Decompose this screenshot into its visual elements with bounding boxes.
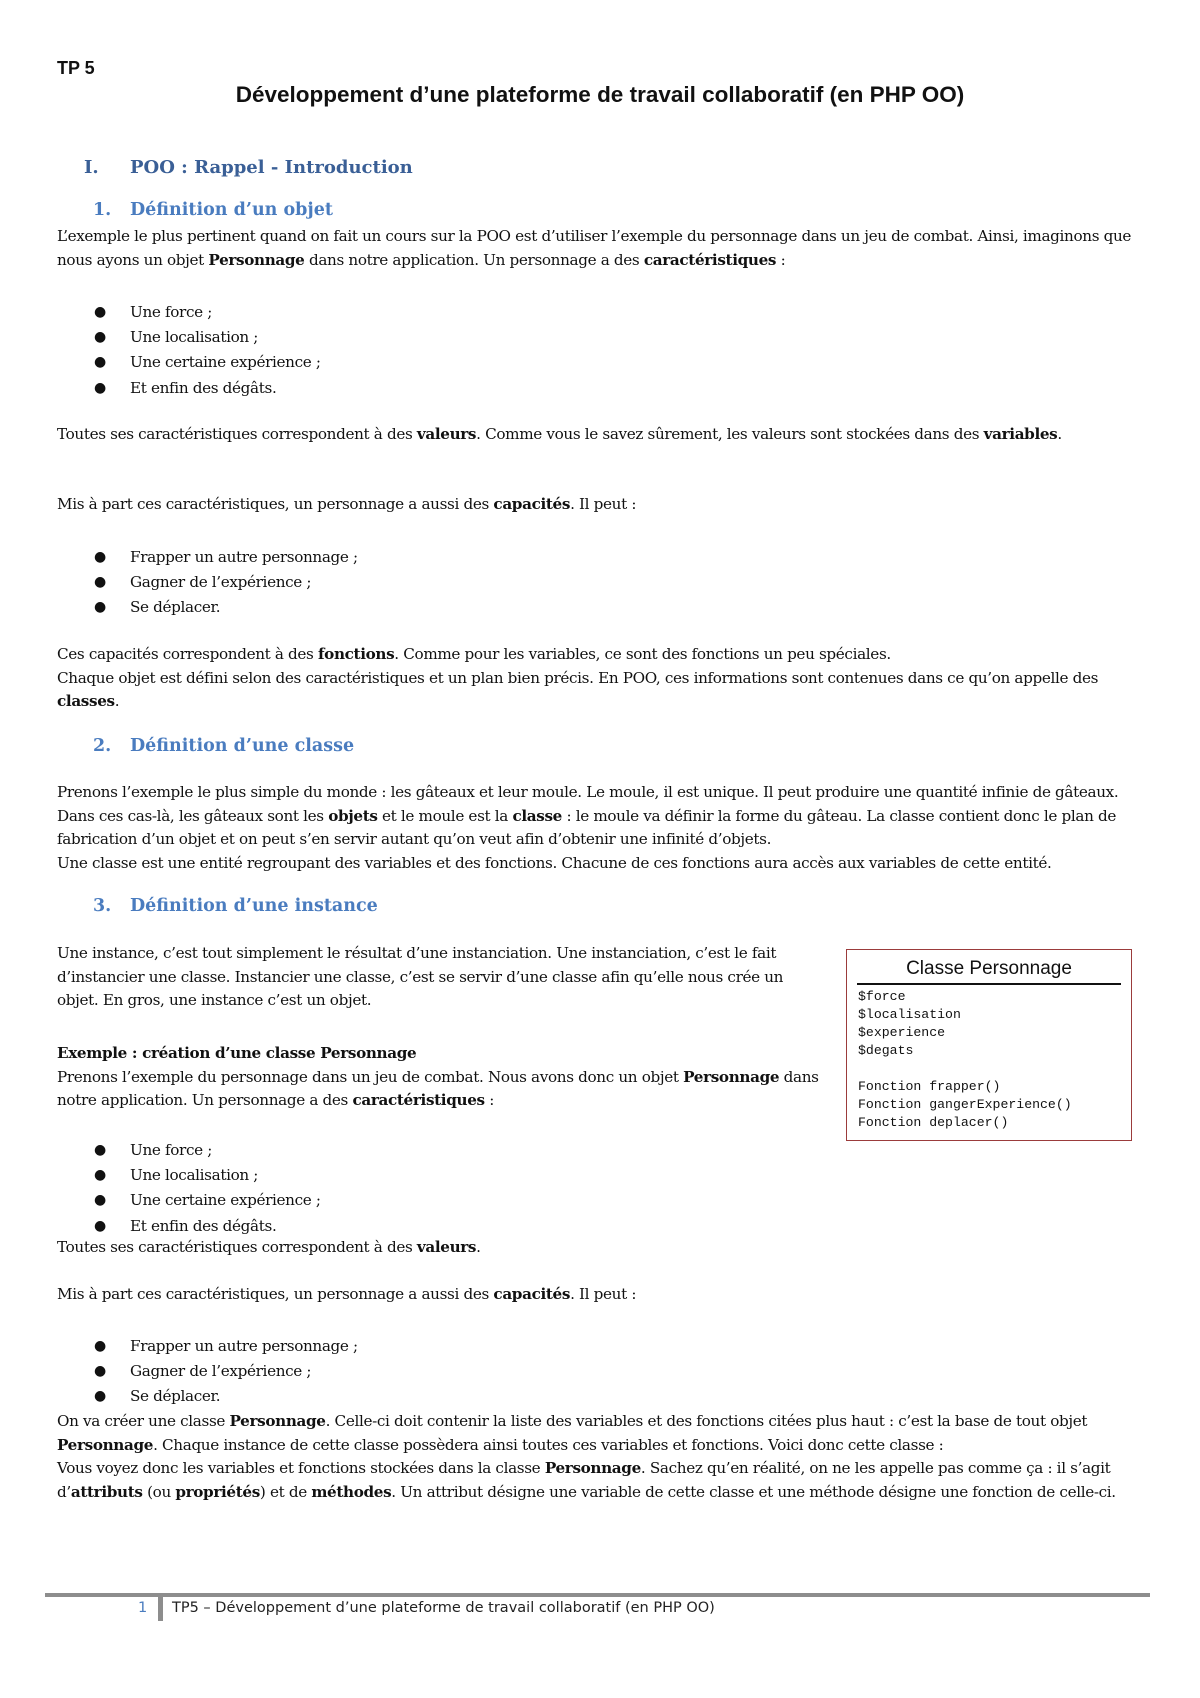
class-diagram-title: Classe Personnage [857,958,1121,985]
list-item: ● Frapper un autre personnage ; [57,1334,358,1359]
section-title: POO : Rappel - Introduction [130,157,413,178]
exemple-title: Exemple : création d’une classe Personnage [57,1044,417,1062]
list-item: ● Une certaine expérience ; [57,1188,321,1213]
list-item: ● Et enfin des dégâts. [57,1214,321,1239]
list-item: ● Gagner de l’expérience ; [57,1359,358,1384]
bullet-icon: ● [94,1142,106,1158]
paragraph-valeurs-2: Toutes ses caractéristiques correspondent à des valeurs. [57,1238,481,1256]
bullet-icon: ● [94,1217,106,1234]
footer-text: TP5 – Développement d’une plateforme de travail collaboratif (en PHP OO) [172,1600,715,1616]
list-caracteristiques [57,300,321,401]
paragraph-objet-intro: L’exemple le plus pertinent quand on fait un cours sur la POO est d’utiliser l’exemple du personnage dans un jeu de combat. Ainsi, imaginons que nous ayons un objet Personnage dans notre application. Un personnage a des caractéristiques : [57,227,1132,269]
list-capacites [57,545,358,621]
list-item: ● Gagner de l’expérience ; [57,570,358,595]
subsection-title: Définition d’un objet [130,200,333,220]
method: Fonction deplacer() [858,1115,1009,1130]
subsection-heading-2 [93,736,354,756]
list-item: ● Se déplacer. [57,595,358,620]
subsection-heading-3 [93,896,378,916]
paragraph-valeurs: Toutes ses caractéristiques correspondent à des valeurs. Comme vous le savez sûrement, les valeurs sont stockées dans des variables. [57,425,1062,443]
section-number: I. [84,157,99,178]
bullet-icon: ● [94,599,106,616]
subsection-number: 2. [93,736,112,756]
list-item: ● Une localisation ; [57,325,321,350]
list-caracteristiques-2 [57,1138,321,1239]
list-item: ● Une force ; [57,300,321,325]
list-item: ● Se déplacer. [57,1384,358,1409]
list-capacites-2 [57,1334,358,1410]
bullet-icon: ● [94,1388,106,1405]
subsection-title: Définition d’une classe [130,736,355,756]
section-heading-1 [84,157,413,178]
bullet-icon: ● [94,379,106,396]
attribute: $localisation [858,1007,961,1022]
method: Fonction gangerExperience() [858,1097,1072,1112]
subsection-title: Définition d’une instance [130,896,378,916]
attribute: $degats [858,1043,914,1058]
paragraph-instance: Une instance, c’est tout simplement le résultat d’une instanciation. Une instanciation, c’est le fait d’instancier une classe. Instancier une classe, c’est se servir d’une classe afin qu’elle nous crée un objet. En gros, une instance c’est un objet. [57,944,784,1009]
class-diagram-box [846,949,1132,1141]
paragraph-classe-personnage: On va créer une classe Personnage. Celle-ci doit contenir la liste des variables et des fonctions citées plus haut : c’est la base de tout objet Personnage. Chaque instance de cette classe possèdera ainsi toutes ces variables et fonctions. Voici donc cette classe : Vous voyez donc les variables et fonctions stockées dans la classe Personnage. Sachez qu’en réalité, on ne les appelle pas comme ça : il s’agit d’attributs (ou propriétés) et de méthodes. Un attribut désigne une variable de cette classe et une méthode désigne une fonction de celle-ci. [57,1412,1116,1501]
bullet-icon: ● [94,329,106,346]
method: Fonction frapper() [858,1079,1001,1094]
subsection-number: 1. [93,200,112,220]
list-item: ● Une force ; [57,1138,321,1163]
bullet-icon: ● [94,1338,106,1354]
footer-separator [158,1597,163,1621]
list-item: ● Et enfin des dégâts. [57,376,321,401]
class-diagram-members [858,988,1072,1132]
page-title: Développement d’une plateforme de travail collaboratif (en PHP OO) [235,82,965,107]
bullet-icon: ● [94,574,106,591]
tp-label: TP 5 [57,58,95,78]
paragraph-exemple: Exemple : création d’une classe Personnage Prenons l’exemple du personnage dans un jeu de combat. Nous avons donc un objet Personnage dans notre application. Un personnage a des caractéristiques : [57,1044,819,1109]
paragraph-classe: Prenons l’exemple le plus simple du monde : les gâteaux et leur moule. Le moule, il est unique. Il peut produire une quantité infinie de gâteaux. Dans ces cas-là, les gâteaux sont les objets et le moule est la classe : le moule va définir la forme du gâteau. La classe contient donc le plan de fabrication d’un objet et on peut s’en servir autant qu’on veut afin d’obtenir une infinité d’objets. Une classe est une entité regroupant des variables et des fonctions. Chacune de ces fonctions aura accès aux variables de cette entité. [57,783,1119,872]
subsection-heading-1 [93,200,333,220]
bullet-icon: ● [94,354,106,371]
bullet-icon: ● [94,304,106,320]
bullet-icon: ● [94,1192,106,1209]
paragraph-capacites-2: Mis à part ces caractéristiques, un personnage a aussi des capacités. Il peut : [57,1285,637,1303]
bullet-icon: ● [94,549,106,565]
paragraph-fonctions: Ces capacités correspondent à des fonctions. Comme pour les variables, ce sont des fonctions un peu spéciales. Chaque objet est défini selon des caractéristiques et un plan bien précis. En POO, ces informations sont contenues dans ce qu’on appelle des classes. [57,645,1099,710]
paragraph-capacites: Mis à part ces caractéristiques, un personnage a aussi des capacités. Il peut : [57,495,637,513]
list-item: ● Une localisation ; [57,1163,321,1188]
page-number: 1 [138,1600,148,1616]
list-item: ● Frapper un autre personnage ; [57,545,358,570]
footer-divider [45,1593,1150,1597]
attribute: $force [858,989,906,1004]
bullet-icon: ● [94,1167,106,1184]
bullet-icon: ● [94,1363,106,1380]
subsection-number: 3. [93,896,112,916]
list-item: ● Une certaine expérience ; [57,350,321,375]
attribute: $experience [858,1025,946,1040]
